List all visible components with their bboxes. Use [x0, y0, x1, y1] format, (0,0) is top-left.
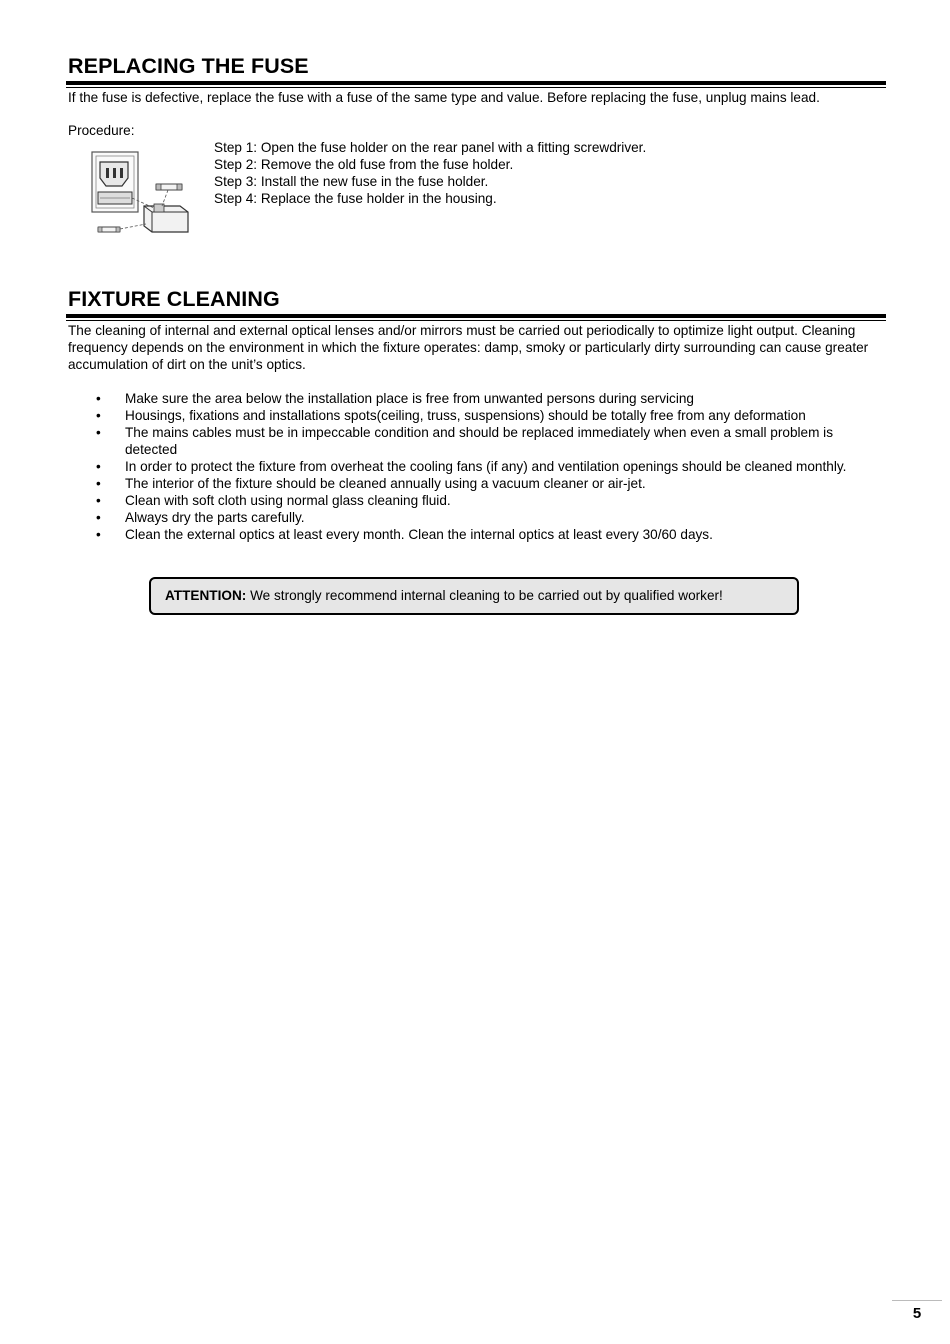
fuse-step: Step 4: Replace the fuse holder in the housing.: [214, 191, 497, 206]
attention-text: We strongly recommend internal cleaning to be carried out by qualified worker!: [246, 588, 723, 603]
attention-box: [149, 577, 799, 615]
fuse-section-rule: [66, 81, 886, 88]
bullet-icon: •: [96, 527, 101, 542]
bullet-icon: •: [96, 459, 101, 474]
cleaning-bullet-list: [96, 390, 886, 543]
bullet-icon: •: [96, 408, 101, 423]
list-item: • Housings, fixations and installations spots(ceiling, truss, suspensions) should be totally free from any deformation: [96, 408, 806, 423]
attention-label: ATTENTION:: [165, 588, 247, 603]
fuse-steps-list: [214, 139, 646, 207]
list-item: • Clean with soft cloth using normal glass cleaning fluid.: [96, 493, 451, 508]
list-item: • The interior of the fixture should be cleaned annually using a vacuum cleaner or air-jet.: [96, 476, 646, 491]
fuse-step: Step 3: Install the new fuse in the fuse holder.: [214, 174, 489, 189]
fuse-holder-diagram-icon: [90, 148, 196, 240]
fuse-step: Step 1: Open the fuse holder on the rear panel with a fitting screwdriver.: [214, 140, 647, 155]
cleaning-section-title: FIXTURE CLEANING: [68, 287, 280, 311]
fuse-step: Step 2: Remove the old fuse from the fuse holder.: [214, 157, 514, 172]
bullet-icon: •: [96, 510, 101, 525]
bullet-icon: •: [96, 391, 101, 406]
fuse-intro-text: If the fuse is defective, replace the fuse with a fuse of the same type and value. Before replacing the fuse, unplug mains lead.: [68, 90, 820, 105]
list-item: • Make sure the area below the installation place is free from unwanted persons during servicing: [96, 391, 694, 406]
list-item: • The mains cables must be in impeccable condition and should be replaced immediately when even a small problem is detected: [96, 425, 834, 457]
fuse-section-title: REPLACING THE FUSE: [68, 54, 309, 78]
page-number: 5: [892, 1300, 942, 1322]
list-item: • Clean the external optics at least every month. Clean the internal optics at least every 30/60 days.: [96, 527, 713, 542]
list-item: • In order to protect the fixture from overheat the cooling fans (if any) and ventilation openings should be cleaned monthly.: [96, 459, 847, 474]
cleaning-intro-text: The cleaning of internal and external optical lenses and/or mirrors must be carried out periodically to optimize light output. Cleaning frequency depends on the environment in which the fixture operates: damp, smoky or particularly dirty surrounding can cause greater accumulation of dirt on the unit’s optics.: [68, 323, 869, 372]
cleaning-section-rule: [66, 314, 886, 321]
list-item: • Always dry the parts carefully.: [96, 510, 305, 525]
procedure-label: Procedure:: [68, 123, 135, 138]
bullet-icon: •: [96, 493, 101, 508]
bullet-icon: •: [96, 425, 101, 440]
bullet-icon: •: [96, 476, 101, 491]
